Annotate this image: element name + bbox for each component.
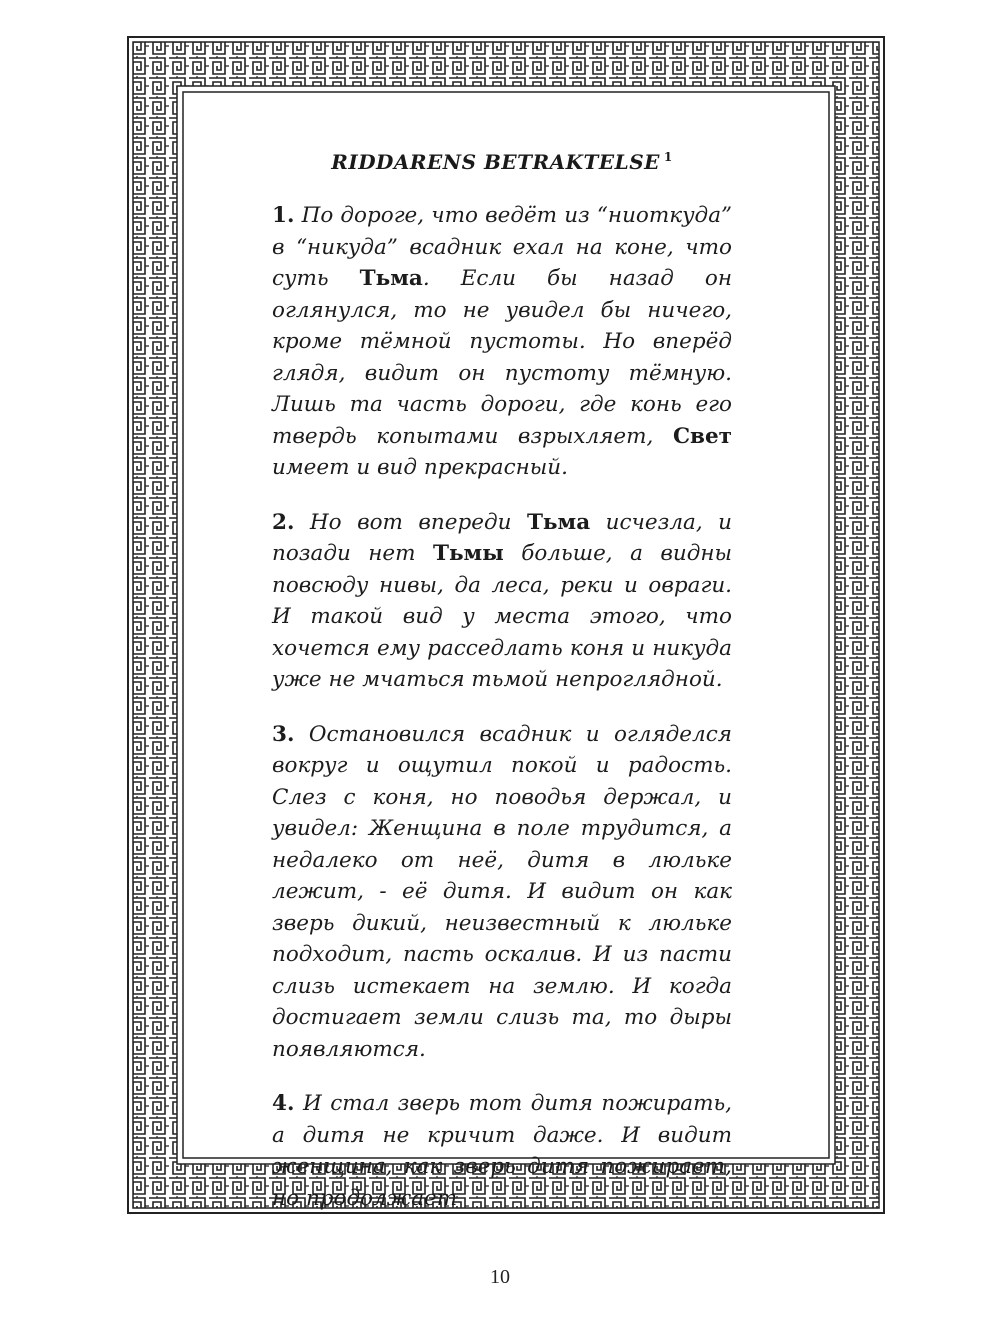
footnote-marker: 1	[663, 150, 673, 165]
emphasis-word: Тьма	[526, 509, 591, 535]
emphasis-word: Тьмы	[432, 541, 504, 566]
paragraph-number: 1.	[272, 203, 295, 228]
paragraph-text: . Если бы назад он оглянулся, то не увидел бы ничего, кроме тёмной пустоты. Но вперёд глядя, видит он пустоту тёмную. Лишь та часть дороги, где конь его твердь копытами взрыхляет,	[272, 266, 732, 449]
chapter-title	[272, 150, 732, 174]
paragraph-text: исчезла, и позади нет	[272, 509, 732, 566]
paragraph-text: Остановился всадник и огляделся вокруг и ощутил покой и радость. Слез с коня, но поводья держал, и увидел: Женщина в поле трудится, а недалеко от неё, дитя в люльке лежит, - её дитя. И видит он как зверь дикий, неизвестный к люльке подходит, пасть оскалив. И из пасти слизь истекает на землю. И когда достигает земли слизь та, то дыры появляются.	[272, 721, 732, 1062]
paragraph-number: 3.	[272, 721, 295, 747]
paragraph-text: И стал зверь тот дитя пожирать, а дитя не кричит даже. И видит женщина, как зверь дитя пожирает, но продолжает	[272, 1091, 732, 1211]
page-number: 10	[490, 1266, 510, 1288]
paragraph-number: 4.	[272, 1091, 295, 1116]
paragraph-2	[272, 507, 732, 696]
paragraph-text: По дороге, что ведёт из “ниоткуда” в “никуда” всадник ехал на коне, что суть	[272, 203, 732, 291]
paragraph-text: Но вот впереди	[294, 509, 527, 535]
paragraph-1	[272, 200, 732, 484]
paragraph-text: имеет и вид прекрасный.	[272, 455, 568, 480]
paragraph-text: больше, а видны повсюду нивы, да леса, реки и овраги. И такой вид у места этого, что хочется ему расседлать коня и никуда уже не мчаться тьмой непроглядной.	[272, 541, 732, 692]
emphasis-word: Тьма	[359, 266, 423, 291]
paragraph-4	[272, 1088, 732, 1214]
chapter-title-text: RIDDARENS BETRAKTELSE	[331, 150, 660, 174]
paragraph-number: 2.	[272, 509, 295, 535]
emphasis-word: Свет	[672, 423, 732, 449]
page-content	[272, 150, 732, 1237]
paragraph-3	[272, 719, 732, 1066]
